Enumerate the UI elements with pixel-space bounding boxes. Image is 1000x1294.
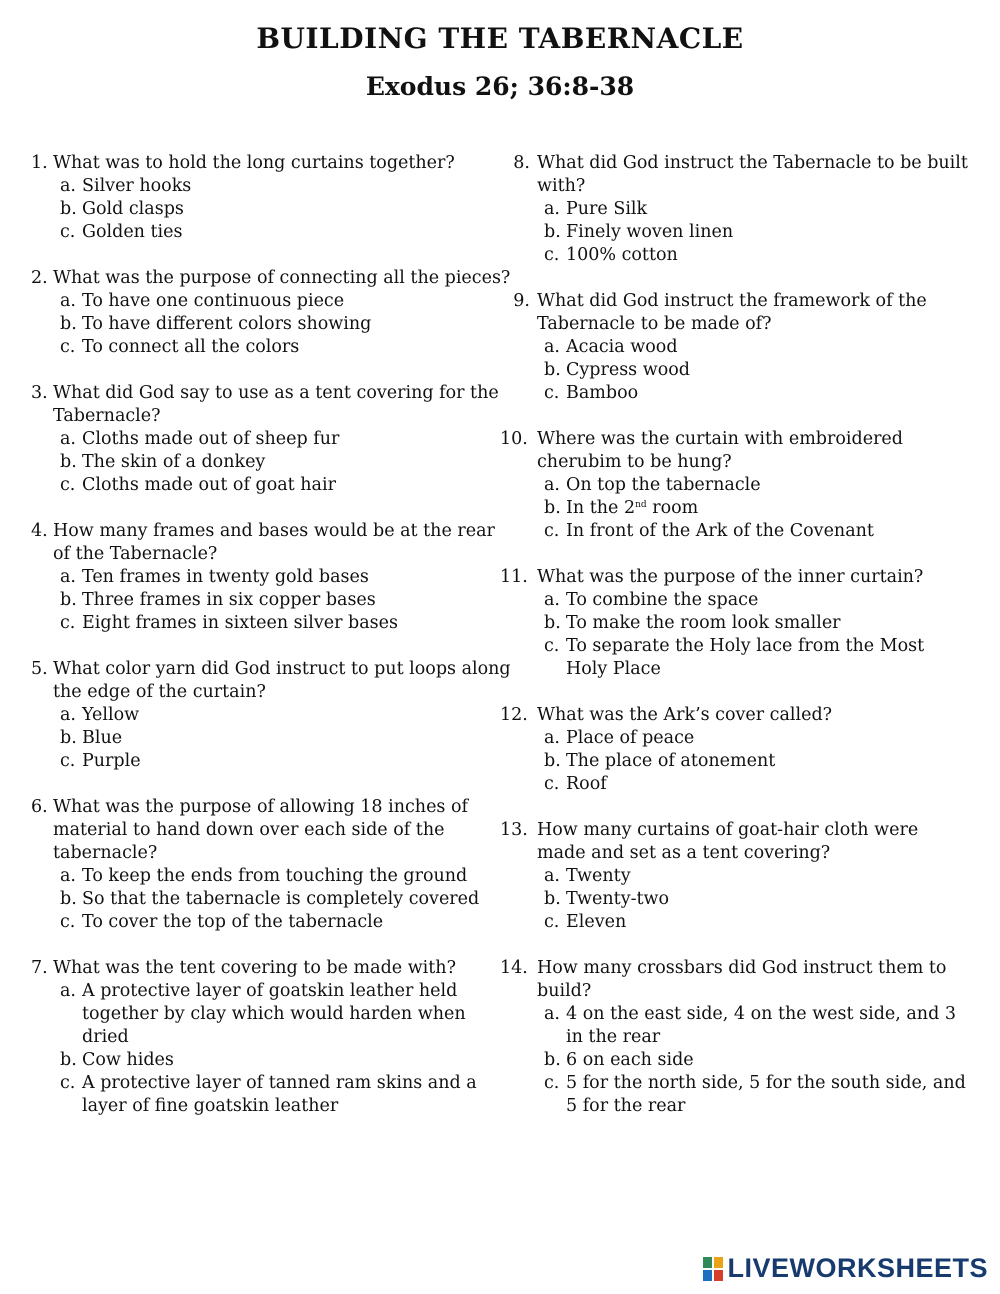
- question-number: 13.: [500, 820, 528, 840]
- option-text-main: Cypress wood: [566, 360, 690, 380]
- option-text-main: Golden ties: [82, 222, 183, 242]
- option-text-main: The place of atonement: [566, 751, 776, 771]
- question-text: What did God instruct the framework of the Tabernacle to be made of?: [537, 291, 927, 334]
- answer-option[interactable]: [500, 750, 970, 773]
- answer-options: [500, 865, 970, 934]
- option-text: [82, 566, 511, 589]
- question-number: 7.: [31, 958, 48, 978]
- liveworksheets-logo[interactable]: [703, 1253, 988, 1284]
- option-text: [82, 451, 511, 474]
- answer-option[interactable]: [500, 635, 970, 681]
- option-letter: b.: [60, 590, 77, 610]
- option-text: [82, 704, 511, 727]
- answer-option[interactable]: [31, 1072, 511, 1118]
- option-letter: a.: [544, 337, 560, 357]
- option-text: [566, 750, 970, 773]
- question-12: [500, 704, 970, 796]
- question-number: 12.: [500, 705, 528, 725]
- answer-option[interactable]: [31, 865, 511, 888]
- option-text-main: 4 on the east side, 4 on the west side, and 3 in the rear: [566, 1004, 956, 1047]
- option-text: [82, 290, 511, 313]
- option-text: [82, 589, 511, 612]
- answer-option[interactable]: [500, 359, 970, 382]
- option-text: [82, 313, 511, 336]
- answer-option[interactable]: [31, 612, 511, 635]
- option-text: [82, 612, 511, 635]
- answer-option[interactable]: [31, 198, 511, 221]
- option-text-main: To combine the space: [566, 590, 759, 610]
- option-text-main: Place of peace: [566, 728, 695, 748]
- option-letter: b.: [544, 1050, 561, 1070]
- answer-option[interactable]: [31, 750, 511, 773]
- answer-option[interactable]: [500, 1049, 970, 1072]
- answer-option[interactable]: [31, 428, 511, 451]
- liveworksheets-logo-icon: [703, 1257, 723, 1281]
- option-text: [566, 520, 970, 543]
- option-text-after: room: [646, 498, 699, 518]
- option-letter: c.: [544, 521, 560, 541]
- answer-option[interactable]: [500, 589, 970, 612]
- option-text-main: In front of the Ark of the Covenant: [566, 521, 874, 541]
- option-text: [566, 589, 970, 612]
- option-text: [566, 382, 970, 405]
- question-text: What did God say to use as a tent covering for the Tabernacle?: [53, 383, 499, 426]
- option-text-main: A protective layer of tanned ram skins and a layer of fine goatskin leather: [82, 1073, 477, 1116]
- option-text: [82, 1049, 511, 1072]
- option-text: [82, 198, 511, 221]
- question-number: 6.: [31, 797, 48, 817]
- option-text: [82, 221, 511, 244]
- option-letter: b.: [60, 199, 77, 219]
- option-text: [82, 428, 511, 451]
- question-9: [500, 290, 970, 405]
- option-text-main: Cow hides: [82, 1050, 174, 1070]
- answer-option[interactable]: [31, 1049, 511, 1072]
- question-number: 3.: [31, 383, 48, 403]
- answer-option[interactable]: [500, 198, 970, 221]
- option-text: [566, 888, 970, 911]
- option-letter: b.: [544, 889, 561, 909]
- question-13: [500, 819, 970, 934]
- answer-option[interactable]: [500, 336, 970, 359]
- option-text-main: Three frames in six copper bases: [82, 590, 376, 610]
- question-2: [31, 267, 511, 359]
- option-text-main: In the 2: [566, 498, 636, 518]
- question-text: What was the Ark’s cover called?: [537, 705, 833, 725]
- answer-option[interactable]: [31, 451, 511, 474]
- option-letter: c.: [60, 1073, 76, 1093]
- question-number: 2.: [31, 268, 48, 288]
- option-text-main: To have one continuous piece: [82, 291, 345, 311]
- logo-text: LIVEWORKSHEETS: [727, 1253, 988, 1283]
- answer-options: [500, 589, 970, 681]
- option-letter: b.: [60, 1050, 77, 1070]
- scripture-reference: Exodus 26; 36:8-38: [365, 72, 635, 101]
- option-text: [566, 773, 970, 796]
- question-text: What color yarn did God instruct to put loops along the edge of the curtain?: [53, 659, 511, 702]
- answer-option[interactable]: [500, 865, 970, 888]
- answer-option[interactable]: [31, 175, 511, 198]
- option-letter: b.: [544, 613, 561, 633]
- answer-option[interactable]: [500, 497, 970, 520]
- answer-options: [500, 336, 970, 405]
- question-text: How many frames and bases would be at the rear of the Tabernacle?: [53, 521, 495, 564]
- question-10: [500, 428, 970, 543]
- answer-option[interactable]: [31, 727, 511, 750]
- option-text: [566, 198, 970, 221]
- option-letter: b.: [60, 889, 77, 909]
- answer-option[interactable]: [31, 980, 511, 1049]
- question-text: How many crossbars did God instruct them to build?: [537, 958, 947, 1001]
- option-letter: a.: [544, 866, 560, 886]
- option-letter: a.: [544, 199, 560, 219]
- option-text: [566, 244, 970, 267]
- option-text: [82, 175, 511, 198]
- option-text: [566, 474, 970, 497]
- question-text: What was the tent covering to be made with?: [53, 958, 456, 978]
- option-letter: a.: [60, 567, 76, 587]
- answer-option[interactable]: [31, 290, 511, 313]
- worksheet-title: BUILDING THE TABERNACLE: [256, 22, 744, 55]
- question-number: 11.: [500, 567, 528, 587]
- option-text: [566, 497, 970, 520]
- answer-option[interactable]: [500, 727, 970, 750]
- question-text: What was the purpose of the inner curtain?: [537, 567, 924, 587]
- question-6: [31, 796, 511, 934]
- option-text-main: To connect all the colors: [82, 337, 300, 357]
- option-text: [82, 911, 511, 934]
- answer-option[interactable]: [500, 911, 970, 934]
- option-text: [82, 336, 511, 359]
- option-text: [566, 727, 970, 750]
- option-text-main: 100% cotton: [566, 245, 678, 265]
- answer-option[interactable]: [31, 911, 511, 934]
- question-number: 1.: [31, 153, 48, 173]
- answer-option[interactable]: [31, 888, 511, 911]
- option-text-main: Purple: [82, 751, 141, 771]
- option-text-main: 5 for the north side, 5 for the south side, and 5 for the rear: [566, 1073, 966, 1116]
- option-text: [82, 865, 511, 888]
- option-text: [566, 612, 970, 635]
- option-letter: c.: [544, 912, 560, 932]
- question-11: [500, 566, 970, 681]
- option-letter: a.: [544, 475, 560, 495]
- answer-option[interactable]: [31, 313, 511, 336]
- answer-option[interactable]: [31, 589, 511, 612]
- answer-options: [500, 1003, 970, 1118]
- option-letter: a.: [60, 705, 76, 725]
- option-letter: b.: [544, 222, 561, 242]
- question-text: What was the purpose of connecting all the pieces?: [53, 268, 511, 288]
- left-question-column: [31, 152, 511, 1141]
- question-8: [500, 152, 970, 267]
- answer-options: [31, 980, 511, 1118]
- option-text: [82, 980, 511, 1049]
- option-letter: b.: [60, 728, 77, 748]
- answer-options: [31, 428, 511, 497]
- answer-option[interactable]: [500, 612, 970, 635]
- answer-options: [31, 566, 511, 635]
- option-text: [566, 1049, 970, 1072]
- option-text: [82, 474, 511, 497]
- question-text: What was the purpose of allowing 18 inches of material to hand down over each side of the tabernacle?: [53, 797, 468, 863]
- option-letter: a.: [60, 429, 76, 449]
- option-text-main: Eight frames in sixteen silver bases: [82, 613, 398, 633]
- option-letter: b.: [544, 360, 561, 380]
- question-number: 14.: [500, 958, 528, 978]
- answer-option[interactable]: [500, 244, 970, 267]
- right-question-column: [500, 152, 970, 1141]
- option-letter: a.: [60, 176, 76, 196]
- answer-option[interactable]: [500, 1072, 970, 1118]
- question-number: 9.: [513, 291, 530, 311]
- option-letter: c.: [60, 613, 76, 633]
- answer-option[interactable]: [500, 1003, 970, 1049]
- option-text: [566, 1072, 970, 1118]
- option-letter: c.: [544, 636, 560, 656]
- answer-option[interactable]: [500, 888, 970, 911]
- answer-options: [500, 198, 970, 267]
- answer-option[interactable]: [31, 336, 511, 359]
- question-3: [31, 382, 511, 497]
- answer-option[interactable]: [500, 773, 970, 796]
- question-4: [31, 520, 511, 635]
- answer-options: [31, 290, 511, 359]
- option-letter: b.: [544, 498, 561, 518]
- option-text: [82, 888, 511, 911]
- option-text: [566, 911, 970, 934]
- option-letter: c.: [544, 245, 560, 265]
- option-text: [566, 1003, 970, 1049]
- option-letter: a.: [60, 866, 76, 886]
- option-letter: c.: [544, 1073, 560, 1093]
- option-letter: c.: [544, 774, 560, 794]
- question-number: 4.: [31, 521, 48, 541]
- question-14: [500, 957, 970, 1118]
- option-letter: c.: [60, 222, 76, 242]
- option-text-main: Acacia wood: [566, 337, 678, 357]
- option-text-main: 6 on each side: [566, 1050, 694, 1070]
- option-letter: a.: [60, 981, 76, 1001]
- option-letter: c.: [60, 751, 76, 771]
- answer-option[interactable]: [500, 520, 970, 543]
- question-number: 10.: [500, 429, 528, 449]
- option-text: [566, 221, 970, 244]
- option-text-main: To cover the top of the tabernacle: [82, 912, 384, 932]
- question-text: Where was the curtain with embroidered cherubim to be hung?: [537, 429, 903, 472]
- option-letter: c.: [60, 337, 76, 357]
- answer-option[interactable]: [500, 474, 970, 497]
- option-text-main: Yellow: [82, 705, 140, 725]
- option-text-main: Cloths made out of goat hair: [82, 475, 336, 495]
- option-text-main: Blue: [82, 728, 123, 748]
- question-5: [31, 658, 511, 773]
- option-text-main: Bamboo: [566, 383, 639, 403]
- answer-option[interactable]: [31, 474, 511, 497]
- question-text: How many curtains of goat-hair cloth were made and set as a tent covering?: [537, 820, 919, 863]
- option-text-main: To make the room look smaller: [566, 613, 841, 633]
- answer-option[interactable]: [31, 221, 511, 244]
- answer-options: [31, 865, 511, 934]
- question-text: What was to hold the long curtains together?: [53, 153, 455, 173]
- answer-options: [500, 727, 970, 796]
- option-text: [566, 336, 970, 359]
- option-text-main: On top the tabernacle: [566, 475, 761, 495]
- option-letter: a.: [544, 590, 560, 610]
- answer-options: [500, 474, 970, 543]
- answer-options: [31, 175, 511, 244]
- option-text-main: Twenty-two: [566, 889, 670, 909]
- question-number: 5.: [31, 659, 48, 679]
- option-text-main: The skin of a donkey: [82, 452, 266, 472]
- option-text: [82, 727, 511, 750]
- option-text-main: Ten frames in twenty gold bases: [82, 567, 369, 587]
- option-text-main: Eleven: [566, 912, 627, 932]
- question-7: [31, 957, 511, 1118]
- question-1: [31, 152, 511, 244]
- answer-options: [31, 704, 511, 773]
- option-text: [566, 359, 970, 382]
- option-text-main: Twenty: [566, 866, 631, 886]
- question-number: 8.: [513, 153, 530, 173]
- option-letter: c.: [60, 475, 76, 495]
- option-text-main: So that the tabernacle is completely covered: [82, 889, 480, 909]
- option-letter: c.: [544, 383, 560, 403]
- option-text: [82, 750, 511, 773]
- option-text-main: To keep the ends from touching the ground: [82, 866, 468, 886]
- answer-option[interactable]: [31, 566, 511, 589]
- option-text-main: To separate the Holy lace from the Most Holy Place: [566, 636, 925, 679]
- option-letter: a.: [544, 1004, 560, 1024]
- option-text-main: A protective layer of goatskin leather held together by clay which would harden when dried: [82, 981, 466, 1047]
- ordinal-suffix: nd: [635, 500, 647, 510]
- option-text: [566, 635, 970, 681]
- option-text-main: Gold clasps: [82, 199, 184, 219]
- option-text-main: To have different colors showing: [82, 314, 372, 334]
- option-text-main: Pure Silk: [566, 199, 648, 219]
- option-letter: c.: [60, 912, 76, 932]
- option-text: [82, 1072, 511, 1118]
- option-text-main: Silver hooks: [82, 176, 192, 196]
- option-letter: a.: [544, 728, 560, 748]
- answer-option[interactable]: [500, 382, 970, 405]
- option-letter: a.: [60, 291, 76, 311]
- answer-option[interactable]: [500, 221, 970, 244]
- option-letter: b.: [60, 314, 77, 334]
- answer-option[interactable]: [31, 704, 511, 727]
- option-text-main: Finely woven linen: [566, 222, 734, 242]
- option-text-main: Roof: [566, 774, 607, 794]
- question-text: What did God instruct the Tabernacle to be built with?: [537, 153, 968, 196]
- option-text-main: Cloths made out of sheep fur: [82, 429, 340, 449]
- option-text: [566, 865, 970, 888]
- option-letter: b.: [544, 751, 561, 771]
- option-letter: b.: [60, 452, 77, 472]
